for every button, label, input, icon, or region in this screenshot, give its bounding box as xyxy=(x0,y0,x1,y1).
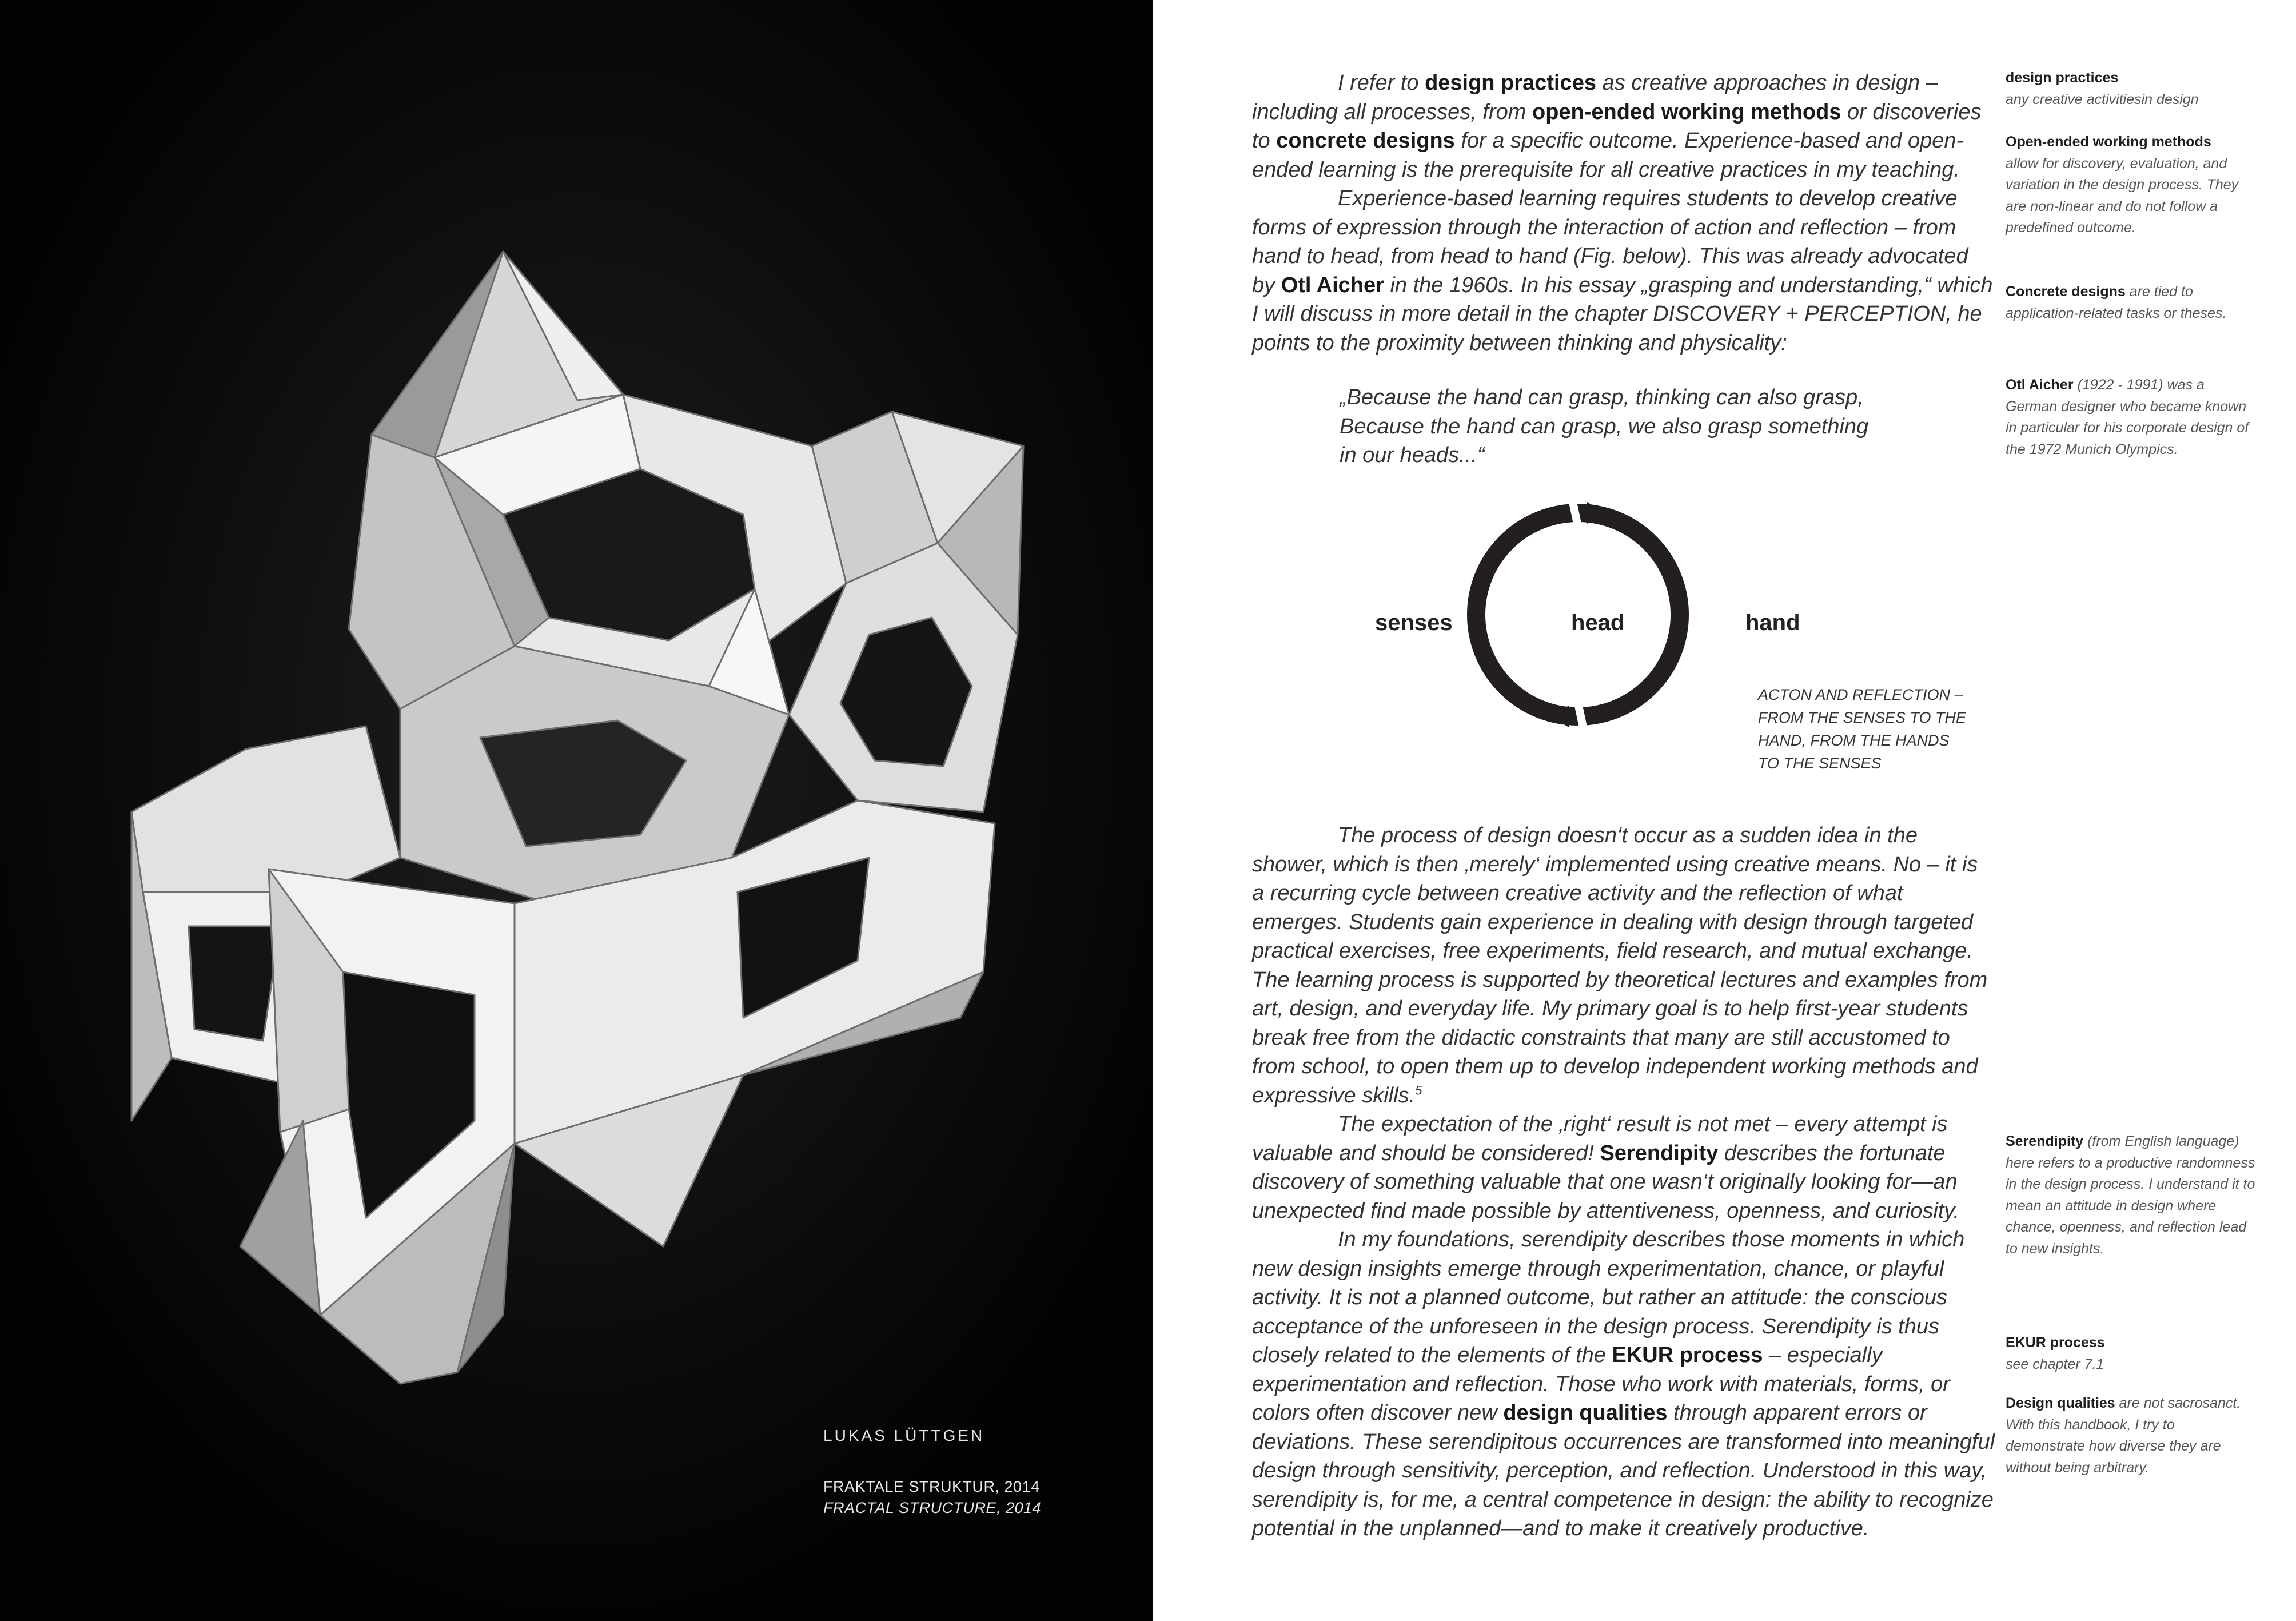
photo-caption xyxy=(823,1427,1041,1517)
sidenote-otl-aicher: Otl Aicher (1922 - 1991) was a German designer who became known in particular for his corporate design of the 1972 Munich Olympics. xyxy=(2006,377,2249,457)
body-paragraph-3: In my foundations, serendipity describes those moments in which new design insights emerge through experimentation, chance, or playful activity. It is not a planned outcome, but rather an attitude: the conscious acceptance of the unforeseen in the design process. Serendipity is thus closely related to the elements of the EKUR process – especially experimentation and reflection. Those who work with materials, forms, or colors often discover new design qualities through apparent errors or deviations. These serendipitous occurrences are transformed into meaningful design through sensitivity, perception, and reflection. Understood in this way, serendipity is, for me, a central competence in design: the ability to recognize potential in the unplanned—and to make it creatively productive. xyxy=(1252,1228,1995,1540)
cycle-label-head: head xyxy=(1571,610,1625,635)
term-ekur-process: EKUR process xyxy=(1612,1343,1763,1367)
cycle-label-senses: senses xyxy=(1375,610,1453,635)
body-paragraph-2: The expectation of the ‚right‘ result is not met – every attempt is valuable and should be considered! Serendipity describes the fortunate discovery of something valuable that one wasn‘t originally looking for—an unexpected find made possible by attentiveness, openness, and curiosity. xyxy=(1252,1112,1960,1223)
sidenote-design-practices: design practices any creative activitiesin design xyxy=(2006,70,2199,107)
intro-paragraph-1: I refer to design practices as creative approaches in design – including all processes, from open-ended working methods or discoveries to concrete designs for a specific outcome. Experience-based and open-ended learning is the prerequisite for all creative practices in my teaching. xyxy=(1252,71,1982,182)
term-serendipity: Serendipity xyxy=(1600,1141,1719,1165)
artist-name: LUKAS LÜTTGEN xyxy=(823,1427,985,1444)
term-concrete-designs: concrete designs xyxy=(1276,129,1455,153)
term-otl-aicher: Otl Aicher xyxy=(1281,273,1384,297)
aicher-quote xyxy=(1340,383,1940,470)
sidenote-serendipity: Serendipity (from English language) here refers to a productive randomness in the design process. I understand it to mean an attitude in design where chance, openness, and reflection lead to new insights. xyxy=(2006,1133,2255,1257)
footnote-marker: 5 xyxy=(1415,1082,1422,1097)
term-design-qualities: design qualities xyxy=(1503,1401,1668,1425)
sidenote-concrete-designs: Concrete designs are tied to application-related tasks or theses. xyxy=(2006,284,2227,321)
intro-text xyxy=(1252,69,1995,357)
quote-line-2: Because the hand can grasp, we also grasp something xyxy=(1340,414,1869,439)
quote-line-1: „Because the hand can grasp, thinking can also grasp, xyxy=(1340,385,1864,409)
sidenote-ekur: EKUR process see chapter 7.1 xyxy=(2006,1335,2105,1372)
sidenote-open-ended: Open-ended working methods allow for discovery, evaluation, and variation in the design process. They are non-linear and do not follow a predefined outcome. xyxy=(2006,134,2239,236)
cycle-caption: ACTON AND REFLECTION – FROM THE SENSES TO THE HAND, FROM THE HANDS TO THE SENSES xyxy=(1758,686,1967,772)
cycle-arc-left xyxy=(1476,513,1578,716)
sidenote-design-qualities: Design qualities are not sacrosanct. With this handbook, I try to demonstrate how diverse they are without being arbitrary. xyxy=(2006,1395,2241,1476)
body-paragraph-1: The process of design doesn‘t occur as a sudden idea in the shower, which is then ‚merely‘ implemented using creative means. No – it is a recurring cycle between creative activity and the reflection of what emerges. Students gain experience in dealing with design through targeted practical exercises, free experiments, field research, and mutual exchange. The learning process is supported by theoretical lectures and examples from art, design, and everyday life. My primary goal is to help first-year students break free from the didactic constraints that many are still accustomed to from school, to open them up to develop independent working methods and expressive skills.$^5$ xyxy=(1252,823,1988,1108)
cycle-label-hand: hand xyxy=(1745,610,1800,635)
quote-line-3: in our heads...“ xyxy=(1340,443,1485,467)
artwork-title-english: FRACTAL STRUCTURE, 2014 xyxy=(823,1499,1042,1516)
main-text xyxy=(1252,821,1995,1543)
term-design-practices: design practices xyxy=(1425,71,1596,95)
intro-paragraph-2: Experience-based learning requires students to develop creative forms of expression through the interaction of action and reflection – from hand to head, from head to hand (Fig. below). This was already advocated by Otl Aicher in the 1960s. In his essay „grasping and understanding,“ which I will discuss in more detail in the chapter DISCOVERY + PERCEPTION, he points to the proximity between thinking and physicality: xyxy=(1252,186,1993,355)
term-open-ended-methods: open-ended working methods xyxy=(1532,99,1841,124)
artwork-title-german: FRAKTALE STRUKTUR, 2014 xyxy=(823,1478,1040,1495)
